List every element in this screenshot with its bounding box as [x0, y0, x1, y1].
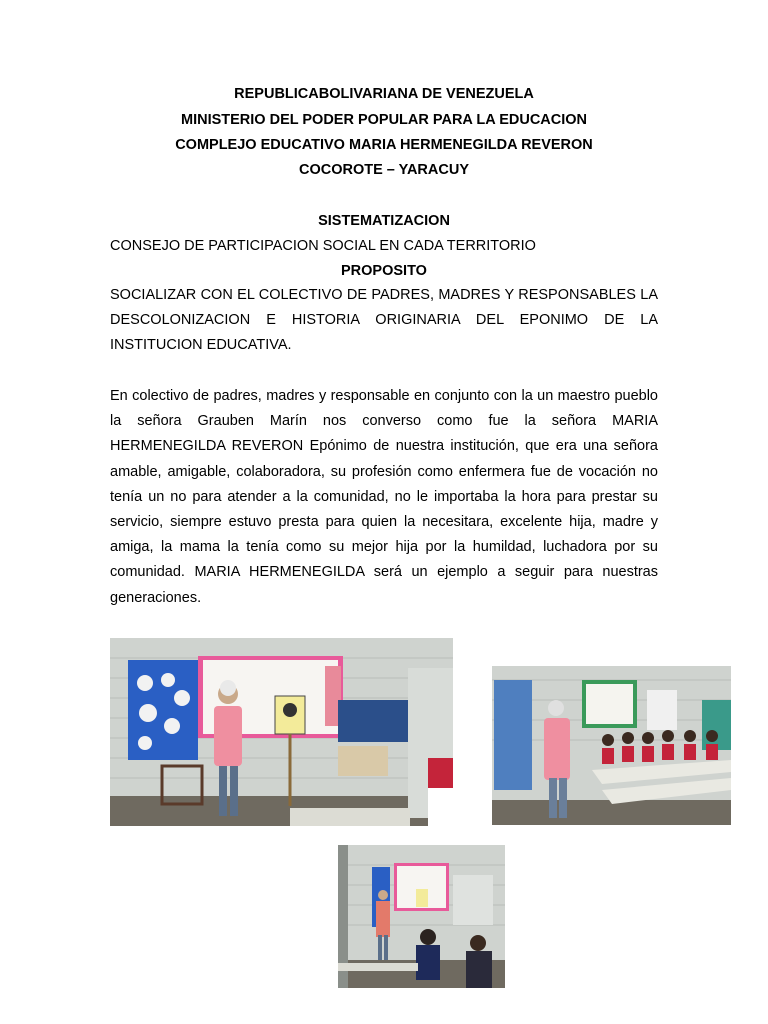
classroom-photo-1 [110, 638, 453, 826]
purpose-paragraph: SOCIALIZAR CON EL COLECTIVO DE PADRES, MADRES Y RESPONSABLES LA DESCOLONIZACION E HISTORIA ORIGINARIA DEL EPONIMO DE LA INSTITUCION EDUCATIVA. [110, 287, 658, 354]
section-title: SISTEMATIZACION [318, 213, 450, 229]
classroom-photo-2 [492, 660, 731, 825]
header-line-location: COCOROTE – YARACUY [298, 162, 469, 178]
purpose-title: PROPOSITO [341, 263, 427, 279]
classroom-photo-3 [338, 845, 505, 988]
header-line-republic: REPUBLICABOLIVARIANA DE VENEZUELA [234, 86, 534, 102]
council-line: CONSEJO DE PARTICIPACION SOCIAL EN CADA TERRITORIO [110, 238, 536, 254]
header-line-school: COMPLEJO EDUCATIVO MARIA HERMENEGILDA REVERON [175, 137, 593, 153]
body-paragraph: En colectivo de padres, madres y responsable en conjunto con la un maestro pueblo la señora Grauben Marín nos converso como fue la señora MARIA HERMENEGILDA REVERON Epónimo de nuestra institución, que era una señora amable, amigable, colaboradora, su profesión como enfermera fue de vocación no tenía un no para atender a la comunidad, no le importaba la hora para prestar su servicio, siempre estuvo presta para quien la necesitara, excelente hija, madre y amiga, la mama la tenía como su mejor hija por la humildad, luchadora por su comunidad. MARIA HERMENEGILDA será un ejemplo a seguir para nuestras generaciones. [110, 388, 658, 606]
header-line-ministry: MINISTERIO DEL PODER POPULAR PARA LA EDUCACION [180, 112, 588, 128]
